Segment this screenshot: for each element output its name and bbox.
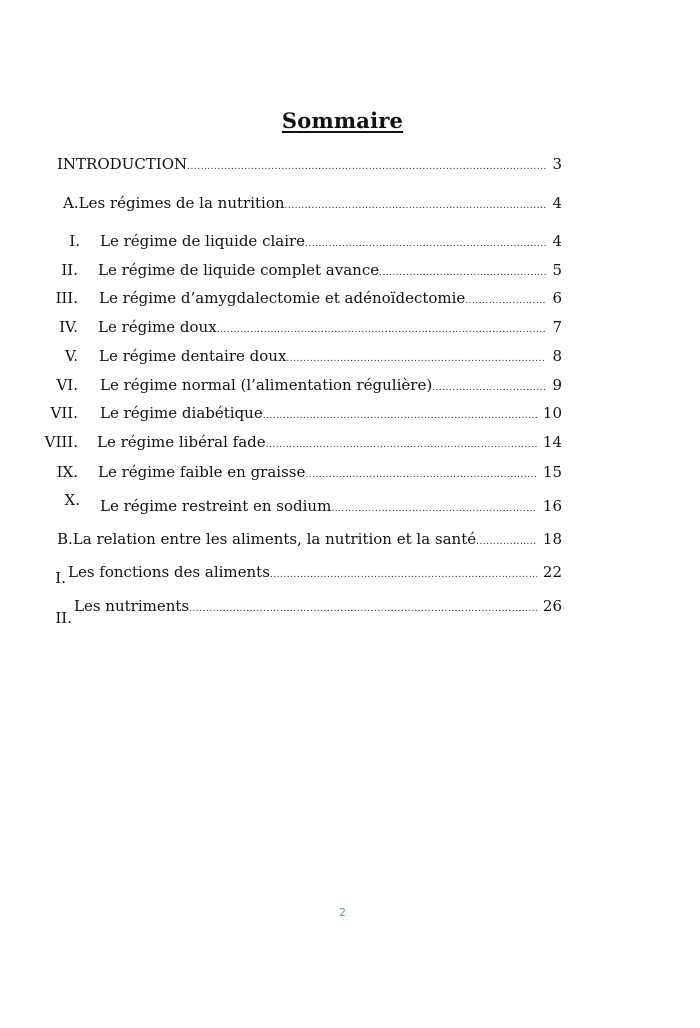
toc-entry-number: II. <box>61 261 78 279</box>
toc-entry-section-b[interactable] <box>0 527 700 551</box>
toc-entry-page: 22 <box>542 563 562 581</box>
toc-entry-label: Les nutriments <box>74 597 190 615</box>
toc-entry-page: 5 <box>552 261 562 279</box>
toc-entry-number: VIII. <box>44 433 78 451</box>
dot-leader <box>266 433 537 457</box>
dot-leader <box>305 232 546 256</box>
toc-entry-page: 16 <box>542 497 562 515</box>
toc-entry-section-a-x[interactable] <box>0 491 700 518</box>
dot-leader <box>432 376 546 400</box>
toc-entry-number: I. <box>69 232 80 250</box>
toc-entry-section-a-ix[interactable] <box>0 460 700 484</box>
toc-entry-section-a-iii[interactable] <box>0 286 700 310</box>
dot-leader <box>476 530 537 554</box>
toc-entry-section-a-ii[interactable] <box>0 258 700 282</box>
dot-leader <box>217 318 547 342</box>
toc-entry-number: V. <box>65 347 78 365</box>
toc-entry-label: Le régime dentaire doux <box>99 347 287 365</box>
toc-entry-number: X. <box>64 491 80 509</box>
toc-entry-number: I. <box>55 569 66 587</box>
toc-entry-section-a-vii[interactable] <box>0 401 700 425</box>
toc-entry-label: Le régime libéral fade <box>97 433 266 451</box>
toc-entry-number: III. <box>55 289 78 307</box>
toc-entry-section-a-vi[interactable] <box>0 373 700 397</box>
toc-entry-number: IX. <box>56 463 78 481</box>
toc-entry-label: Le régime d’amygdalectomie et adénoïdectomie <box>99 289 466 307</box>
toc-entry-page: 4 <box>552 194 562 212</box>
toc-entry-label: Le régime diabétique <box>100 404 263 422</box>
dot-leader <box>305 463 537 487</box>
toc-entry-label: Les fonctions des aliments <box>68 563 270 581</box>
dot-leader <box>465 289 546 313</box>
toc-entry-page: 26 <box>542 597 562 615</box>
toc-entry-section-b-ii[interactable] <box>0 594 700 627</box>
page-number: 2 <box>339 906 346 919</box>
toc-entry-number: IV. <box>59 318 78 336</box>
toc-entry-number: VI. <box>56 376 78 394</box>
toc-entry-label: Le régime doux <box>98 318 217 336</box>
toc-entry-label: Le régime faible en graisse <box>98 463 306 481</box>
toc-entry-page: 6 <box>552 289 562 307</box>
dot-leader <box>187 155 546 179</box>
toc-entry-page: 18 <box>542 530 562 548</box>
toc-entry-section-b-i[interactable] <box>0 560 700 587</box>
dot-leader <box>286 347 546 371</box>
toc-entry-section-a-viii[interactable] <box>0 430 700 454</box>
toc-entry-page: 14 <box>542 433 562 451</box>
toc-entry-page: 3 <box>552 155 562 173</box>
toc-entry-number: VII. <box>50 404 78 422</box>
toc-entry-number: II. <box>55 609 72 627</box>
toc-entry-section-a[interactable] <box>0 191 700 215</box>
dot-leader <box>270 563 537 587</box>
toc-entry-section-a-iv[interactable] <box>0 315 700 339</box>
toc-entry-label: B.La relation entre les aliments, la nutrition et la santé <box>57 530 477 548</box>
toc-entry-page: 10 <box>542 404 562 422</box>
toc-entry-label: Le régime restreint en sodium <box>100 497 332 515</box>
toc-entry-label: Le régime normal (l’alimentation régulière) <box>100 376 433 394</box>
toc-entry-label: INTRODUCTION <box>57 155 188 173</box>
toc-entry-section-a-i[interactable] <box>0 229 700 253</box>
dot-leader <box>189 597 537 621</box>
toc-entry-introduction[interactable] <box>0 152 700 176</box>
toc-entry-page: 4 <box>552 232 562 250</box>
toc-entry-page: 9 <box>552 376 562 394</box>
toc-entry-label: Le régime de liquide complet avance <box>98 261 380 279</box>
toc-entry-section-a-v[interactable] <box>0 344 700 368</box>
dot-leader <box>379 261 546 285</box>
dot-leader <box>263 404 537 428</box>
dot-leader <box>331 497 537 521</box>
dot-leader <box>285 194 547 218</box>
toc-entry-page: 7 <box>552 318 562 336</box>
page-title: Sommaire <box>281 108 404 133</box>
toc-entry-page: 15 <box>542 463 562 481</box>
toc-entry-label: A.Les régimes de la nutrition <box>63 194 285 212</box>
toc-entry-label: Le régime de liquide claire <box>100 232 306 250</box>
toc-entry-page: 8 <box>552 347 562 365</box>
